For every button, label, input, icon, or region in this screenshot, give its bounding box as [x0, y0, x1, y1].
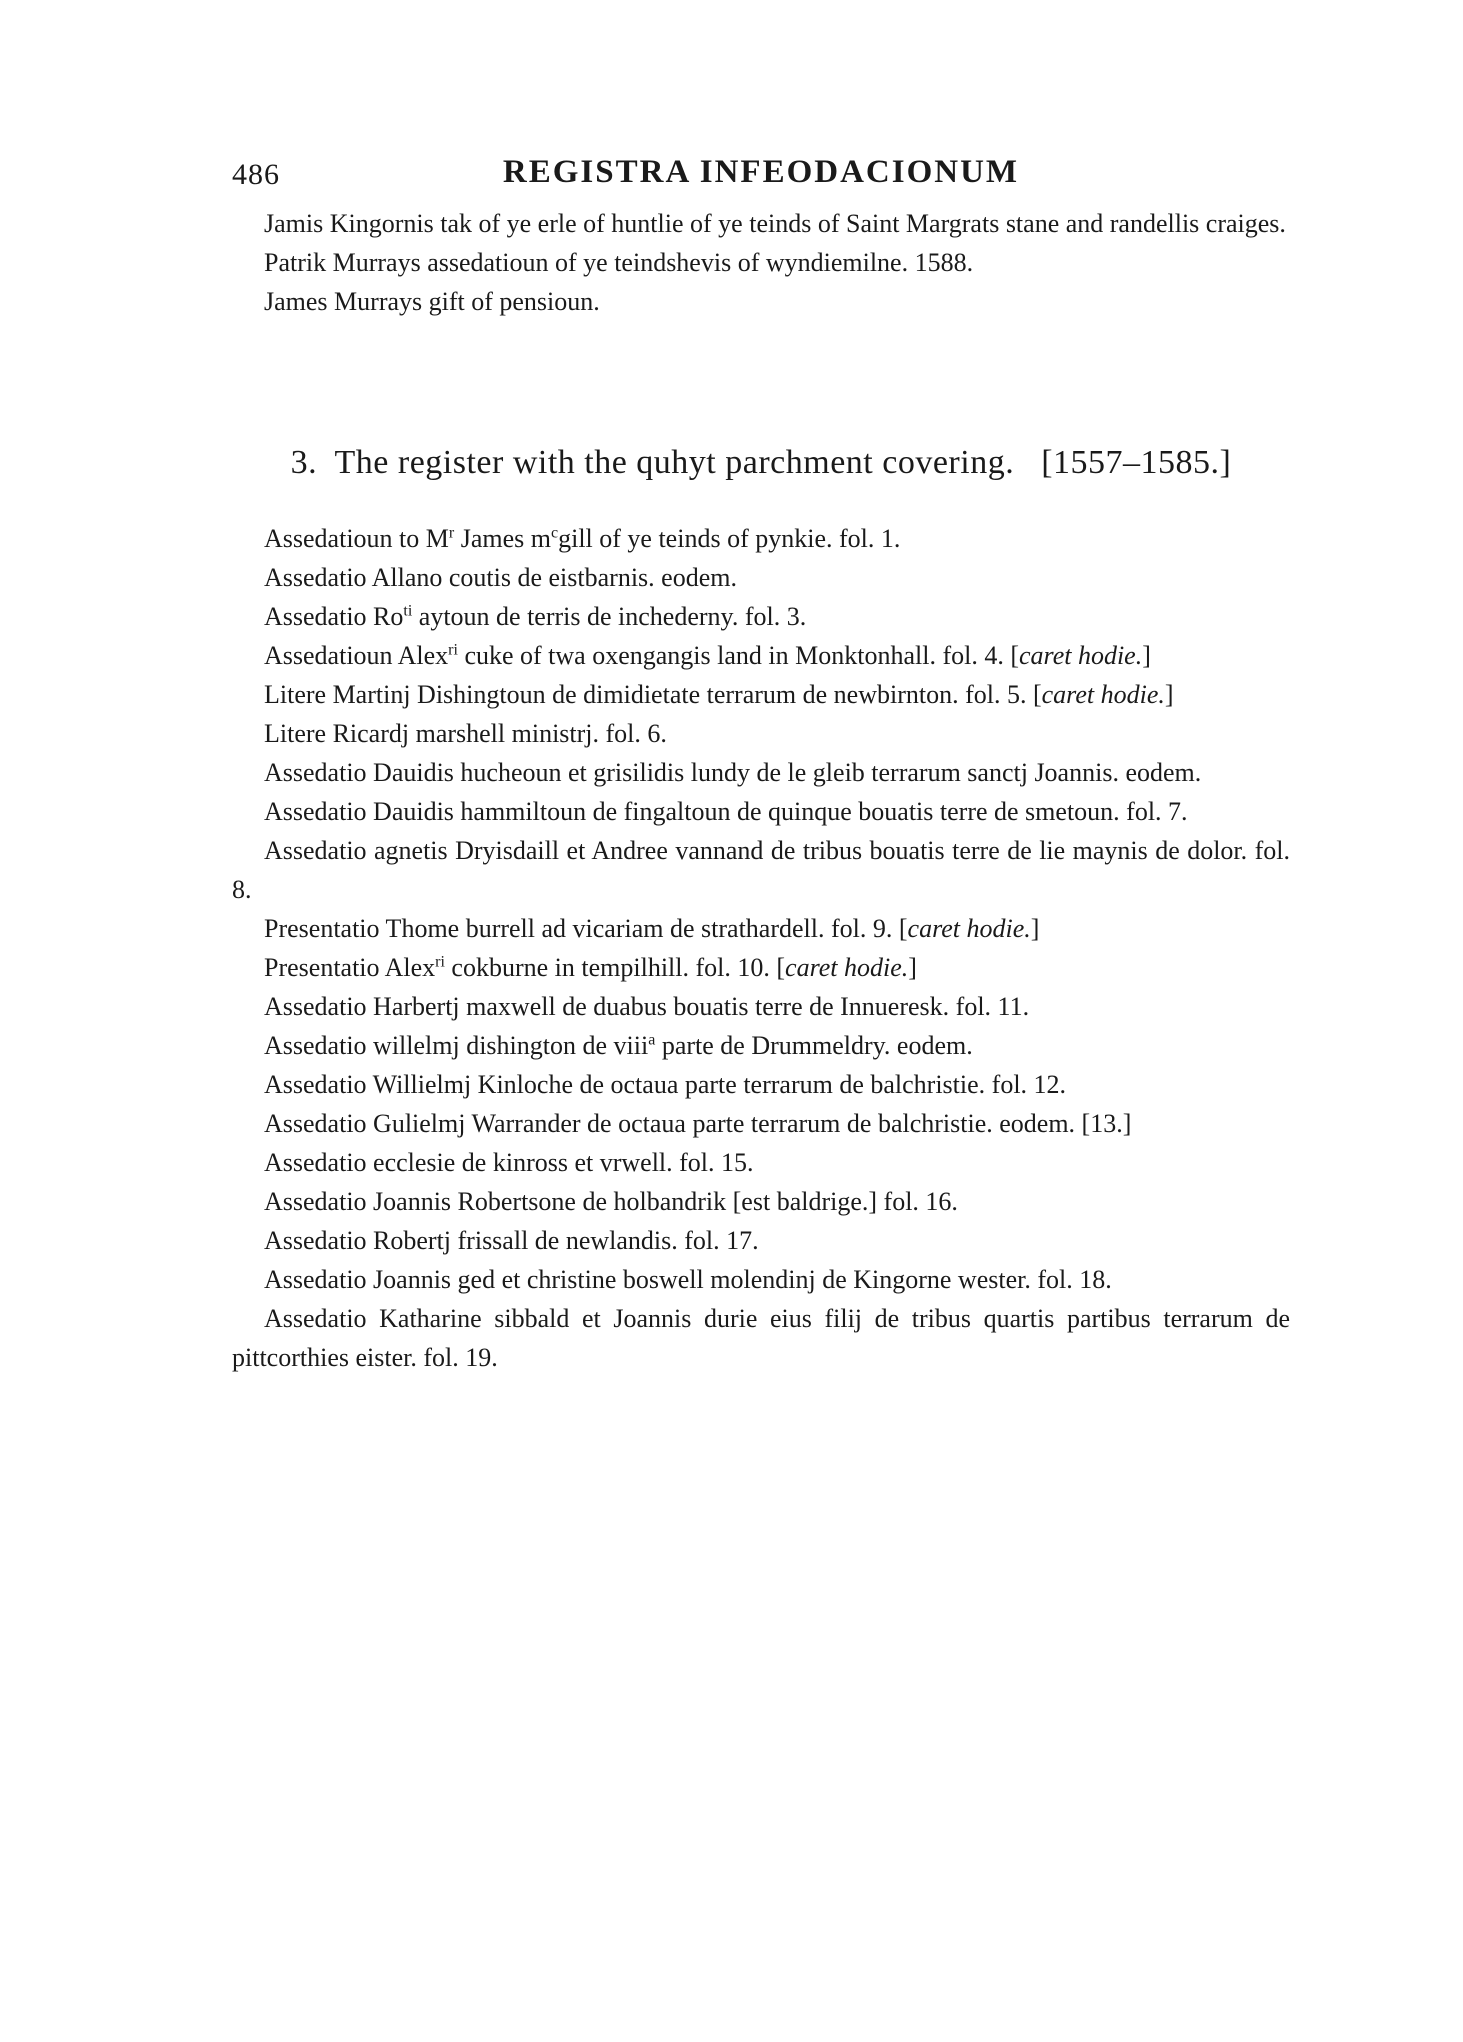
- register-entry: [232, 597, 1290, 636]
- register-entry: [232, 831, 1290, 909]
- entry-text: ]: [1030, 914, 1040, 943]
- entry-text: Assedatio Harbertj maxwell de duabus bouatis terre de Innueresk. fol. 11.: [264, 992, 1030, 1021]
- entry-text: Assedatio Gulielmj Warrander de octaua parte terrarum de balchristie. eodem. [13.]: [264, 1109, 1132, 1138]
- superscript: ti: [403, 602, 413, 620]
- editorial-note: caret hodie.: [1041, 680, 1165, 709]
- running-title: REGISTRA INFEODACIONUM: [502, 154, 1020, 190]
- intro-lines: [232, 204, 1290, 321]
- section-number: 3.: [290, 444, 318, 481]
- entry-text: Assedatio Dauidis hucheoun et grisilidis lundy de le gleib terrarum sanctj Joannis. eodem.: [264, 758, 1202, 787]
- entry-text: Assedatio Robertj frissall de newlandis. fol. 17.: [264, 1226, 759, 1255]
- register-entry: [232, 636, 1290, 675]
- register-entry: [232, 1299, 1290, 1377]
- entry-text: Assedatio Allano coutis de eistbarnis. eodem.: [264, 563, 737, 592]
- entry-text: Presentatio Alex: [264, 953, 436, 982]
- entry-text: Assedatio Willielmj Kinloche de octaua parte terrarum de balchristie. fol. 12.: [264, 1070, 1067, 1099]
- editorial-note: caret hodie.: [785, 953, 909, 982]
- register-entry: [232, 1104, 1290, 1143]
- register-entry: [232, 1221, 1290, 1260]
- entry-text: Assedatio Katharine sibbald et Joannis durie eius filij de tribus quartis partibus terrarum de pittcorthies eister. fol. 19.: [232, 1304, 1290, 1372]
- intro-line: James Murrays gift of pensioun.: [264, 287, 600, 316]
- entry-text: Presentatio Thome burrell ad vicariam de strathardell. fol. 9. [: [264, 914, 908, 943]
- section-title: The register with the quhyt parchment covering.: [334, 444, 1015, 481]
- entry-text: Assedatio willelmj dishington de viii: [264, 1031, 649, 1060]
- entry-text: Assedatio Ro: [264, 602, 404, 631]
- register-entry: [232, 1143, 1290, 1182]
- register-entry: [232, 519, 1290, 558]
- document-page: [232, 150, 1290, 1377]
- entry-text: ]: [1164, 680, 1174, 709]
- section-heading: [232, 441, 1290, 485]
- entry-text: cuke of twa oxengangis land in Monktonhall. fol. 4. [: [457, 641, 1019, 670]
- superscript: c: [550, 524, 559, 542]
- section-dates: [1557–1585.]: [1041, 444, 1232, 481]
- entry-text: cokburne in tempilhill. fol. 10. [: [444, 953, 786, 982]
- entry-text: Assedatioun Alex: [264, 641, 449, 670]
- page-header: [232, 150, 1290, 202]
- page-number: 486: [232, 158, 280, 191]
- superscript: r: [448, 524, 455, 542]
- register-entry: [232, 792, 1290, 831]
- entry-text: Assedatio Joannis Robertsone de holbandrik [est baldrige.] fol. 16.: [264, 1187, 958, 1216]
- superscript: a: [648, 1031, 656, 1049]
- register-entries: [232, 519, 1290, 1377]
- editorial-note: caret hodie.: [1019, 641, 1143, 670]
- register-entry: [232, 558, 1290, 597]
- register-entry: [232, 1182, 1290, 1221]
- entry-text: Assedatio ecclesie de kinross et vrwell. fol. 15.: [264, 1148, 754, 1177]
- entry-text: Litere Ricardj marshell ministrj. fol. 6.: [264, 719, 667, 748]
- entry-text: James m: [454, 524, 551, 553]
- entry-text: Litere Martinj Dishingtoun de dimidietate terrarum de newbirnton. fol. 5. [: [264, 680, 1042, 709]
- intro-line: Jamis Kingornis tak of ye erle of huntlie of ye teinds of Saint Margrats stane and randellis craiges.: [264, 209, 1286, 238]
- superscript: ri: [448, 641, 458, 659]
- intro-line: Patrik Murrays assedatioun of ye teindshevis of wyndiemilne. 1588.: [264, 248, 974, 277]
- entry-text: aytoun de terris de inchederny. fol. 3.: [412, 602, 807, 631]
- register-entry: [232, 909, 1290, 948]
- superscript: ri: [435, 953, 445, 971]
- entry-text: Assedatio Dauidis hammiltoun de fingaltoun de quinque bouatis terre de smetoun. fol. 7.: [264, 797, 1188, 826]
- register-entry: [232, 948, 1290, 987]
- entry-text: ]: [908, 953, 917, 982]
- editorial-note: caret hodie.: [907, 914, 1031, 943]
- entry-text: ]: [1142, 641, 1151, 670]
- register-entry: [232, 714, 1290, 753]
- entry-text: Assedatioun to M: [264, 524, 449, 553]
- register-entry: [232, 1026, 1290, 1065]
- register-entry: [232, 1260, 1290, 1299]
- entry-text: Assedatio agnetis Dryisdaill et Andree vannand de tribus bouatis terre de lie maynis de dolor. fol. 8.: [232, 836, 1290, 904]
- entry-text: Assedatio Joannis ged et christine boswell molendinj de Kingorne wester. fol. 18.: [264, 1265, 1112, 1294]
- register-entry: [232, 987, 1290, 1026]
- entry-text: gill of ye teinds of pynkie. fol. 1.: [558, 524, 901, 553]
- register-entry: [232, 1065, 1290, 1104]
- register-entry: [232, 753, 1290, 792]
- register-entry: [232, 675, 1290, 714]
- entry-text: parte de Drummeldry. eodem.: [655, 1031, 973, 1060]
